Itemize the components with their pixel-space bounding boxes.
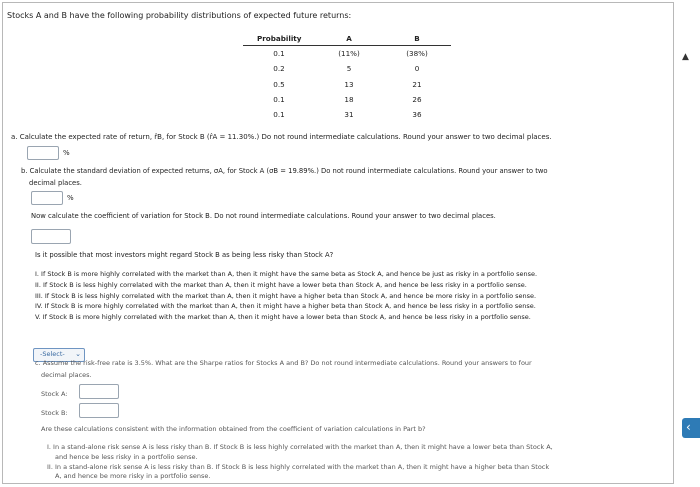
consistency-question: Are these calculations consistent with the information obtained from the coefficient of variation calculations in Part b? [41, 425, 426, 433]
table-row [243, 46, 451, 62]
cv-instruction: Now calculate the coefficient of variation for Stock B. Do not round intermediate calculations. Round your answer to two decimal places. [31, 212, 496, 220]
table-cell: 13 [344, 79, 354, 89]
side-panel-tab[interactable] [682, 418, 700, 438]
sharpe-a-input[interactable] [79, 384, 119, 399]
table-cell: (11%) [338, 49, 360, 59]
option-item: I. In a stand-alone risk sense A is less risky than B. If Stock B is less highly correlated with the market than A, then it might have a lower beta than Stock A, [47, 443, 553, 451]
options-list [35, 269, 537, 323]
intro-text: Stocks A and B have the following probability distributions of expected future returns: [7, 11, 352, 20]
column-header: A [315, 33, 383, 46]
option-item-cont: and hence be less risky in a portfolio sense. [55, 452, 198, 461]
risk-question: Is it possible that most investors might regard Stock B as being less risky than Stock A? [35, 251, 334, 259]
table-row [243, 77, 451, 92]
expected-return-b-input[interactable] [27, 146, 59, 160]
table-row [243, 107, 451, 122]
std-dev-a-input[interactable] [31, 191, 63, 205]
column-header: B [383, 33, 451, 46]
table-cell: 5 [346, 64, 352, 74]
column-header: Probability [243, 33, 315, 46]
table-cell: 31 [344, 110, 354, 120]
table-cell: 0.5 [273, 79, 285, 89]
table-cell: (38%) [406, 49, 428, 59]
stock-b-label: Stock B: [41, 409, 68, 417]
cv-b-input[interactable] [31, 229, 71, 244]
stock-a-label: Stock A: [41, 390, 68, 398]
table-cell: 36 [412, 110, 422, 120]
table-cell: 0.1 [273, 95, 285, 105]
table-cell: 0.1 [273, 49, 285, 59]
chevron-left-icon: ‹ [686, 420, 691, 434]
table-cell: 0.1 [273, 110, 285, 120]
sharpe-b-input[interactable] [79, 403, 119, 418]
option-item: I. If Stock B is more highly correlated with the market than A, then it might have the same beta as Stock A, and hence be just as risky in a portfolio sense. [35, 270, 538, 278]
table-cell: 26 [412, 95, 422, 105]
part-c-options [47, 443, 553, 482]
option-item: IV. If Stock B is more highly correlated with the market than A, then it might have a higher beta than Stock A, and hence be less risky in a portfolio sense. [35, 302, 536, 311]
option-item: V. If Stock B is more highly correlated with the market than A, then it might have a lower beta than Stock A, and hence be less risky in a portfolio sense. [35, 313, 531, 322]
table-header-row [243, 33, 451, 46]
part-b-text: b. Calculate the standard deviation of expected returns, σA, for Stock A (σB = 19.89%.) Do not round intermediate calculations. Round your answer to two [21, 167, 548, 175]
table-row [243, 92, 451, 107]
table-cell: 0 [414, 64, 420, 74]
option-item: II. In a stand-alone risk sense A is less risky than B. If Stock B is less highly correlated with the market than A, then it might have a higher beta than Stock [47, 462, 550, 471]
table-cell: 0.2 [273, 64, 285, 74]
part-b-text-cont: decimal places. [29, 179, 82, 187]
option-item-cont: A, and hence be more risky in a portfolio sense. [55, 472, 211, 481]
part-a-text: a. Calculate the expected rate of return, r̂B, for Stock B (r̂A = 11.30%.) Do not round intermediate calculations. Round your answer to two decimal places. [11, 133, 552, 141]
option-item: II. If Stock B is less highly correlated with the market than A, then it might have a lower beta than Stock A, and hence be less risky in a portfolio sense. [35, 280, 527, 289]
part-c-text-cont: decimal places. [41, 371, 92, 379]
part-c-text: c. Assume the risk-free rate is 3.5%. What are the Sharpe ratios for Stocks A and B? Do not round intermediate calculations. Round your answers to four [35, 359, 532, 367]
percent-unit: % [63, 149, 70, 157]
table-row [243, 61, 451, 76]
percent-unit: % [67, 194, 74, 202]
chevron-down-icon: ⌄ [75, 350, 81, 358]
question-panel [2, 2, 674, 484]
table-cell: 21 [412, 79, 422, 89]
table-cell: 18 [344, 95, 354, 105]
option-item: III. If Stock B is less highly correlated with the market than A, then it might have a higher beta than Stock A, and hence be more risky in a portfolio sense. [35, 291, 537, 300]
select-label: -Select- [40, 350, 65, 358]
scroll-up-arrow-icon[interactable]: ▲ [682, 52, 689, 62]
probability-table [243, 33, 451, 122]
